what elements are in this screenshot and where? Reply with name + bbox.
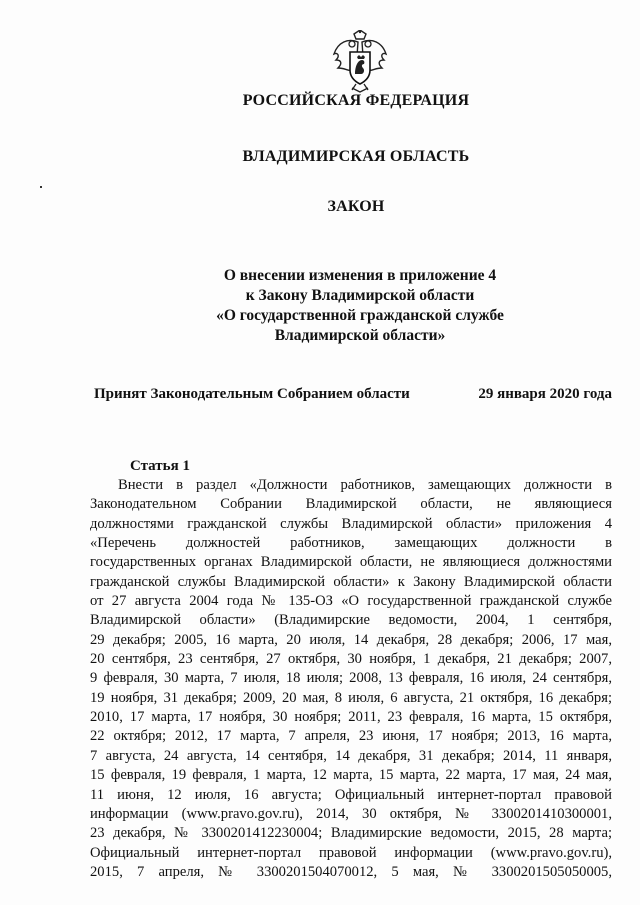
body-line: 20 сентября, 23 сентября, 27 октября, 30 ноября, 1 декабря, 21 декабря; 2007, <box>90 651 612 668</box>
adopted-by: Принят Законодательным Собранием области <box>94 386 410 402</box>
body-line: Внести в раздел «Должности работников, замещающих должности в <box>118 477 612 493</box>
body-line: 11 июня, 12 июля, 16 августа; Официальный интернет-портал правовой <box>90 786 612 803</box>
law-title <box>130 266 590 346</box>
region-heading: ВЛАДИМИРСКАЯ ОБЛАСТЬ <box>242 148 470 165</box>
law-title-line: Владимирской области» <box>274 327 446 344</box>
body-line: от 27 августа 2004 года № 135-ОЗ «О государственной гражданской службе <box>90 593 612 610</box>
body-line: 29 декабря; 2005, 16 марта, 20 июля, 14 декабря, 28 декабря; 2006, 17 мая, <box>90 631 612 648</box>
body-line: 2010, 17 марта, 17 ноября, 30 ноября; 2011, 23 февраля, 16 марта, 15 октября, <box>90 709 612 726</box>
body-line: Официальный интернет-портал правовой информации (www.pravo.gov.ru), <box>90 844 612 861</box>
body-line: «Перечень должностей работников, замещающих должности в <box>90 535 612 552</box>
body-line: 22 октября; 2012, 17 марта, 7 апреля, 23 июня, 17 ноября; 2013, 16 марта, <box>90 728 612 745</box>
body-line: информации (www.pravo.gov.ru), 2014, 30 октября, № 3300201410300001, <box>90 805 612 822</box>
body-line: 7 августа, 24 августа, 14 сентября, 14 декабря, 31 декабря; 2014, 11 января, <box>90 747 612 764</box>
country-heading: РОССИЙСКАЯ ФЕДЕРАЦИЯ <box>242 92 470 109</box>
law-title-line: «О государственной гражданской службе <box>216 307 504 324</box>
coat-of-arms-icon <box>330 30 390 96</box>
body-line: государственных органах Владимирской области, не являющиеся должностями <box>90 554 612 571</box>
law-title-line: к Закону Владимирской области <box>245 287 475 304</box>
law-title-line: О внесении изменения в приложение 4 <box>223 267 497 284</box>
body-line: Владимирской области» (Владимирские ведомости, 2004, 1 сентября, <box>90 612 612 629</box>
article-heading: Статья 1 <box>130 458 190 474</box>
body-line: Законодательном Собрании Владимирской области, не являющиеся <box>90 496 612 513</box>
adoption-date: 29 января 2020 года <box>478 386 612 402</box>
body-line: 9 февраля, 30 марта, 7 июля, 18 июля; 2008, 13 февраля, 16 июля, 24 сентября, <box>90 670 612 687</box>
body-line: 23 декабря, № 3300201412230004; Владимирские ведомости, 2015, 28 марта; <box>90 825 612 842</box>
body-line: гражданской службы Владимирской области» к Закону Владимирской области <box>90 573 612 590</box>
body-line: должностями гражданской службы Владимирской области» приложения 4 <box>90 515 612 532</box>
body-line: 19 ноября, 31 декабря; 2009, 20 мая, 8 июля, 6 августа, 21 октября, 16 декабря; <box>90 689 612 706</box>
document-kind-heading: ЗАКОН <box>327 198 385 215</box>
body-line: 15 февраля, 19 февраля, 1 марта, 12 марта, 15 марта, 22 марта, 17 мая, 24 мая, <box>90 767 612 784</box>
scan-speck <box>40 186 42 188</box>
body-line: 2015, 7 апреля, № 3300201504070012, 5 мая, № 3300201505050005, <box>90 863 612 880</box>
article-body <box>90 476 612 882</box>
